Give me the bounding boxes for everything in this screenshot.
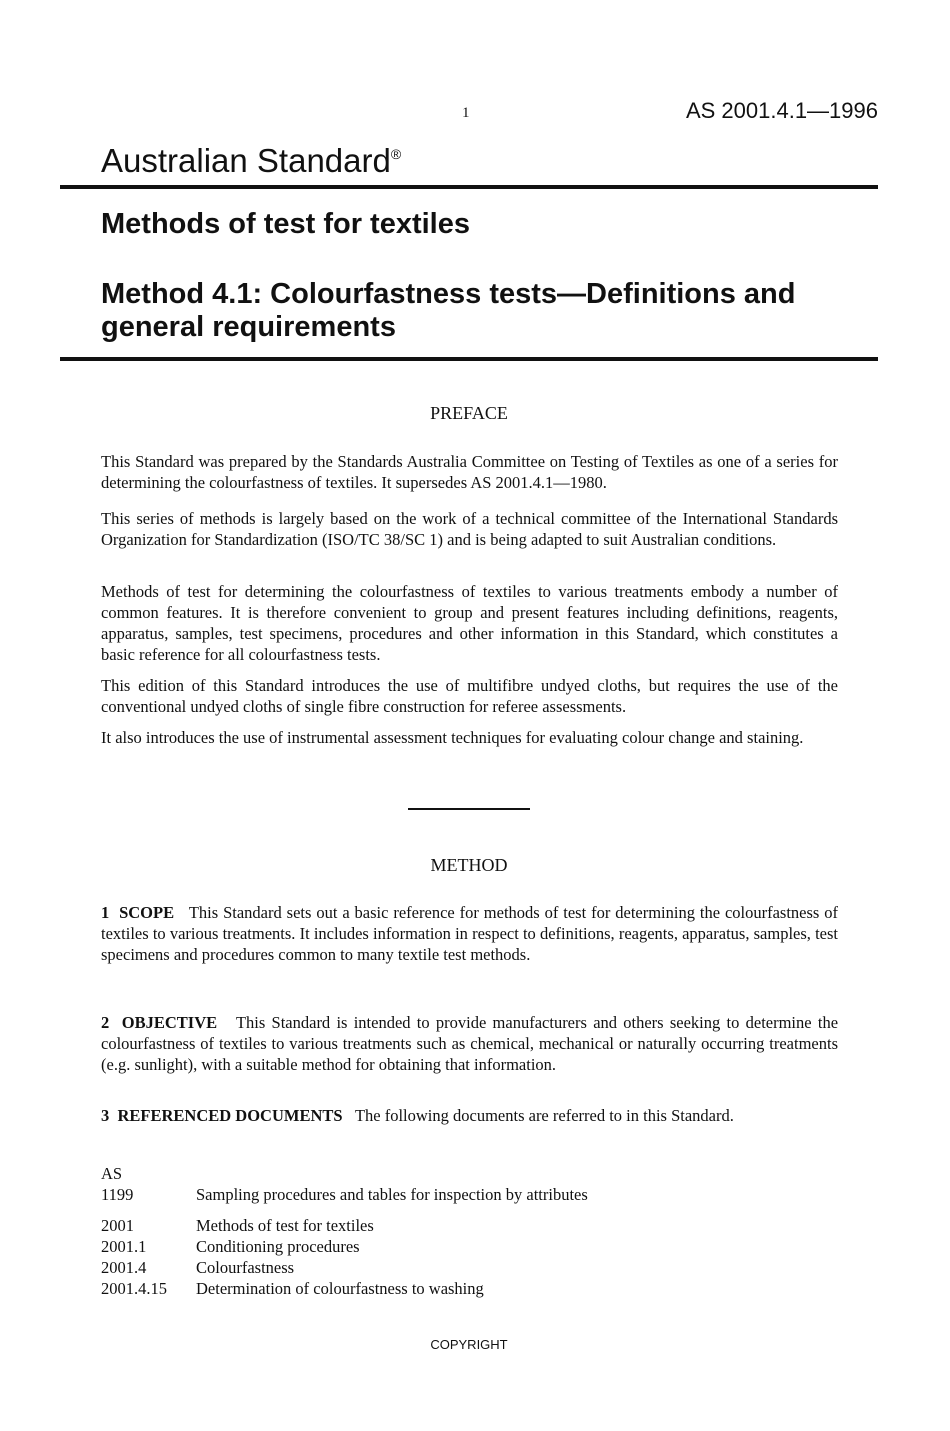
page-number: 1: [462, 105, 470, 121]
reference-item: [101, 1278, 838, 1299]
clause-number: 2: [101, 1013, 110, 1032]
clause-number: 1: [101, 903, 110, 922]
copyright-footer: COPYRIGHT: [430, 1337, 508, 1352]
reference-code: 2001.4: [101, 1258, 147, 1277]
preface-paragraph: Methods of test for determining the colourfastness of textiles to various treatments embody a number of common features. It is therefore convenient to group and present features including definitions, reagents, apparatus, samples, test specimens, procedures and other information in this Standard, which constitutes a basic reference for all colourfastness tests.: [101, 582, 838, 664]
clause-title: SCOPE: [119, 903, 175, 922]
reference-title: Determination of colourfastness to washing: [196, 1279, 484, 1298]
reference-code: 2001.4.15: [101, 1279, 167, 1298]
registered-mark: ®: [390, 146, 402, 162]
reference-title: Conditioning procedures: [196, 1237, 360, 1256]
preface-paragraph: It also introduces the use of instrumental assessment techniques for evaluating colour change and staining.: [101, 728, 804, 747]
brand-title: [101, 142, 401, 180]
preface-paragraph: This Standard was prepared by the Standards Australia Committee on Testing of Textiles as one of a series for determining the colourfastness of textiles. It supersedes AS 2001.4.1—1980.: [101, 452, 838, 492]
clause-title: REFERENCED DOCUMENTS: [117, 1106, 343, 1125]
reference-list: [101, 1163, 838, 1299]
reference-title: Sampling procedures and tables for inspection by attributes: [196, 1185, 588, 1204]
reference-code: 2001.1: [101, 1237, 147, 1256]
reference-prefix: AS: [101, 1164, 123, 1183]
brand-name: Australian Standard: [101, 142, 391, 179]
preface-paragraph: This edition of this Standard introduces the use of multifibre undyed cloths, but requires the use of the conventional undyed cloths of single fibre construction for referee assessments.: [101, 676, 838, 716]
clause-title: OBJECTIVE: [121, 1013, 218, 1032]
reference-item: [101, 1236, 838, 1257]
clause-text: This Standard sets out a basic reference for methods of test for determining the colourfastness of textiles to various treatments. It includes information in respect to definitions, reagents, apparatus, samples, test specimens and procedures common to many textile test methods.: [101, 903, 839, 964]
reference-title: Methods of test for textiles: [196, 1216, 374, 1235]
series-title: Methods of test for textiles: [101, 208, 470, 240]
clause-referenced-documents: [101, 1105, 838, 1126]
method-title: Method 4.1: Colourfastness tests—Definitions and general requirements: [101, 278, 796, 343]
title-rule: [60, 357, 878, 361]
reference-item: [101, 1257, 838, 1278]
reference-code: 2001: [101, 1216, 134, 1235]
preface-heading: PREFACE: [430, 403, 508, 423]
clause-text: This Standard is intended to provide manufacturers and others seeking to determine the colourfastness of textiles to various treatments such as chemical, mechanical or naturally occurring treatments (e.g. sunlight), with a suitable method for obtaining that information.: [101, 1013, 839, 1074]
reference-code: 1199: [101, 1185, 134, 1204]
clause-number: 3: [101, 1106, 110, 1125]
clause-text: The following documents are referred to in this Standard.: [354, 1106, 734, 1125]
reference-title: Colourfastness: [196, 1258, 295, 1277]
method-heading: METHOD: [430, 855, 508, 875]
header-rule: [60, 185, 878, 189]
clause-scope: [101, 902, 838, 965]
document-code: AS 2001.4.1—1996: [685, 98, 878, 123]
clause-objective: [101, 1012, 838, 1075]
reference-item: [101, 1184, 838, 1205]
section-divider: [408, 808, 530, 810]
reference-item: [101, 1215, 838, 1236]
preface-paragraph: This series of methods is largely based on the work of a technical committee of the International Standards Organization for Standardization (ISO/TC 38/SC 1) and is being adapted to suit Australian conditions.: [101, 509, 838, 549]
